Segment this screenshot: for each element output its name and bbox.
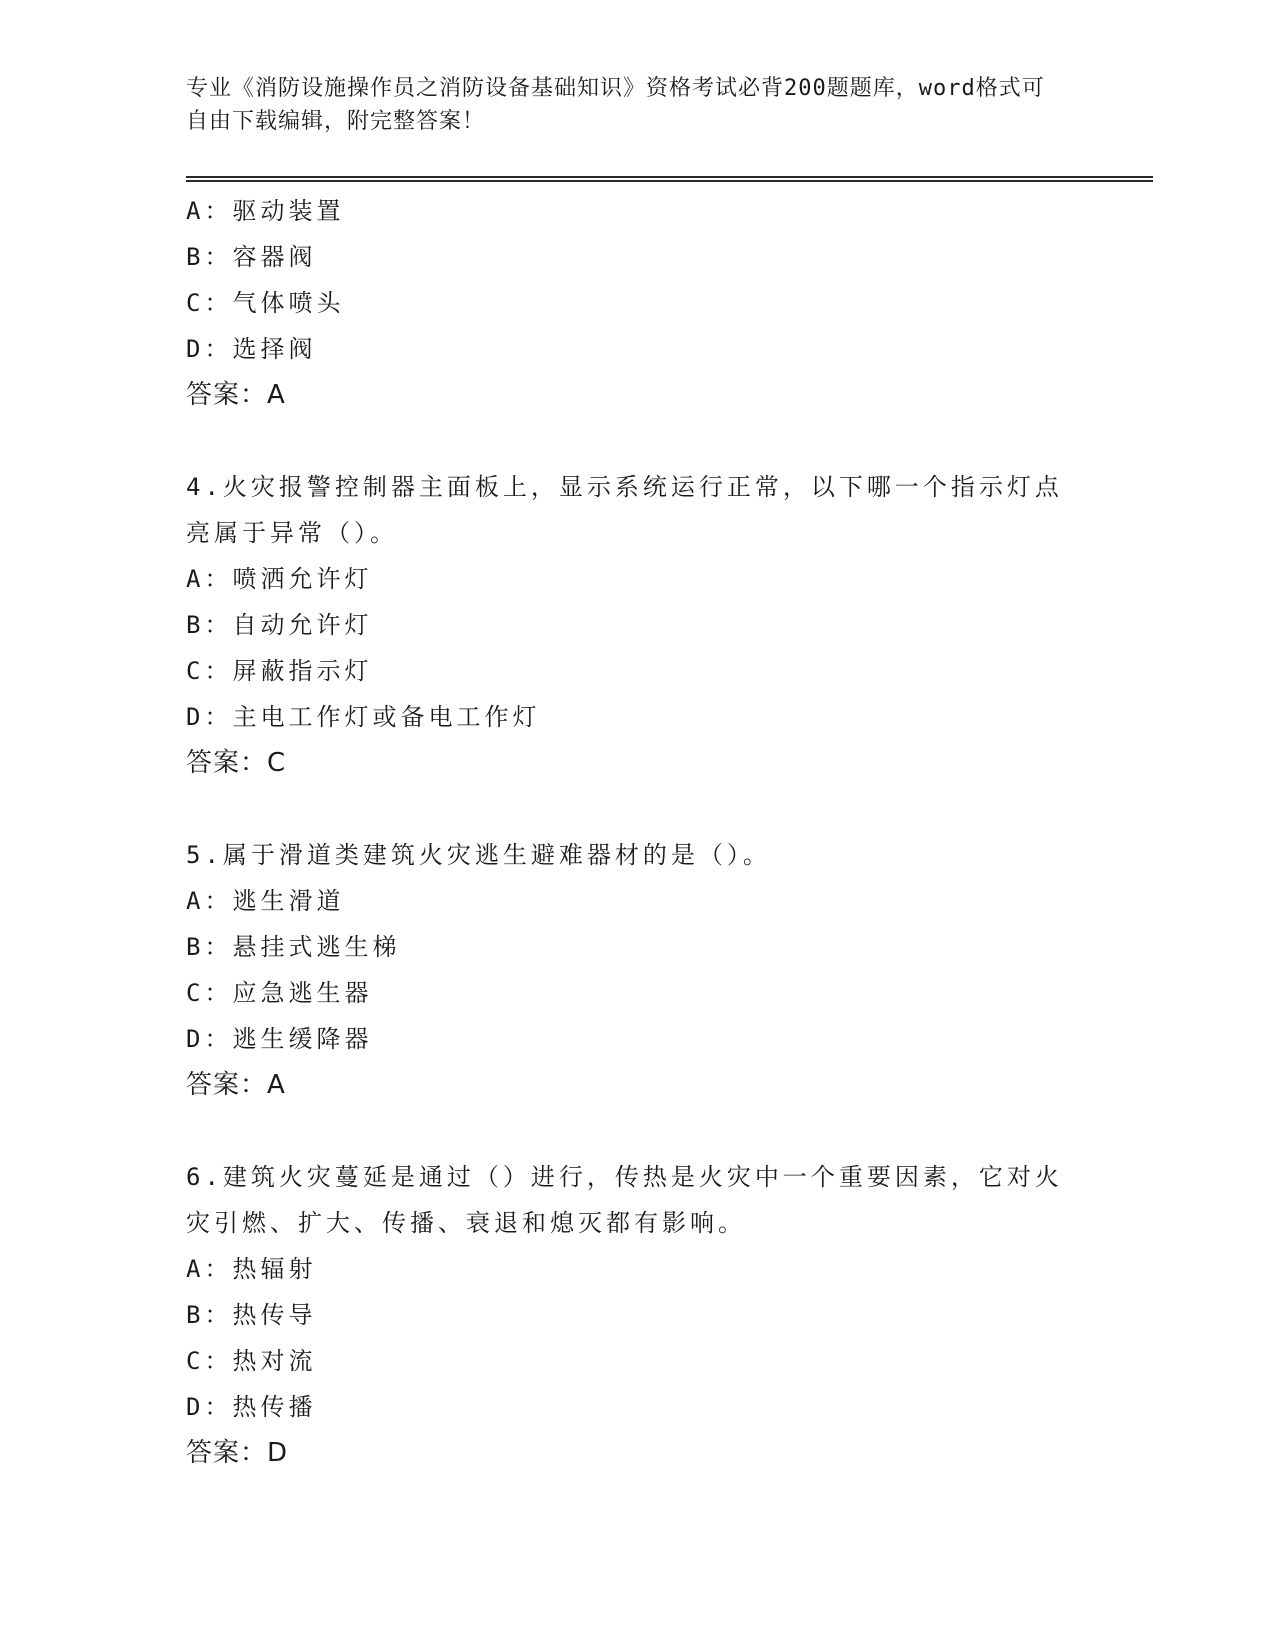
option-a: A：驱动装置 [186, 197, 345, 225]
question-stem: 4.火灾报警控制器主面板上，显示系统运行正常，以下哪一个指示灯点亮属于异常（）。 [186, 473, 1063, 547]
option-b: B：热传导 [186, 1301, 317, 1329]
option-c: C：屏蔽指示灯 [186, 657, 373, 685]
question-block-4 [186, 464, 1066, 786]
question-block-5 [186, 832, 1066, 1108]
answer-label: 答案：C [186, 748, 287, 778]
question-stem: 6.建筑火灾蔓延是通过（）进行，传热是火灾中一个重要因素，它对火灾引燃、扩大、传播、衰退和熄灭都有影响。 [186, 1163, 1063, 1237]
question-block-3 [186, 188, 1066, 418]
answer-label: 答案：A [186, 380, 286, 410]
option-a: A：热辐射 [186, 1255, 317, 1283]
option-b: B：容器阀 [186, 243, 317, 271]
document-header: 专业《消防设施操作员之消防设备基础知识》资格考试必背200题题库，word格式可自由下载编辑，附完整答案！ [186, 76, 1045, 134]
answer-label: 答案：A [186, 1070, 286, 1100]
option-c: C：气体喷头 [186, 289, 345, 317]
option-c: C：应急逃生器 [186, 979, 373, 1007]
option-d: D：选择阀 [186, 335, 317, 363]
option-a: A：逃生滑道 [186, 887, 345, 915]
option-b: B：自动允许灯 [186, 611, 373, 639]
header-divider [186, 176, 1153, 182]
option-d: D：热传播 [186, 1393, 317, 1421]
question-block-6 [186, 1154, 1066, 1476]
option-c: C：热对流 [186, 1347, 317, 1375]
option-a: A：喷洒允许灯 [186, 565, 373, 593]
question-stem: 5.属于滑道类建筑火灾逃生避难器材的是（）。 [186, 841, 771, 869]
option-b: B：悬挂式逃生梯 [186, 933, 401, 961]
question-list [186, 188, 1066, 1476]
answer-label: 答案：D [186, 1438, 289, 1468]
option-d: D：主电工作灯或备电工作灯 [186, 703, 541, 731]
option-d: D：逃生缓降器 [186, 1025, 373, 1053]
